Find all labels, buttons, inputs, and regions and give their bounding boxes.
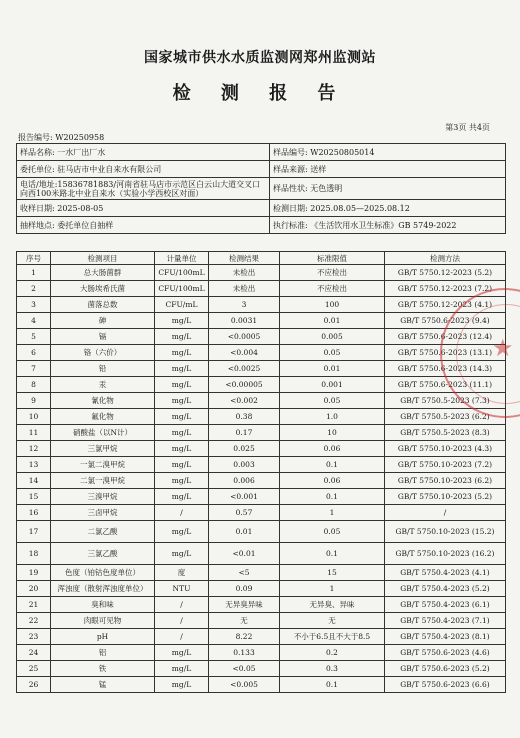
cell-item: 三溴甲烷 [51,489,155,505]
cell-limit: 0.2 [280,645,385,661]
cell-result: <0.002 [209,393,280,409]
header-cell: 标准限值 [280,252,385,265]
cell-no: 25 [17,661,51,677]
cell-unit: / [155,613,209,629]
cell-method: GB/T 5750.4-2023 (5.2) [385,581,506,597]
cell-result: <5 [209,565,280,581]
cell-no: 16 [17,505,51,521]
cell-unit: mg/L [155,313,209,329]
cell-result: <0.01 [209,543,280,565]
cell-unit: mg/L [155,677,209,693]
sample-name: 样品名称: 一水厂出厂水 [17,144,270,161]
cell-item: 肉眼可见物 [51,613,155,629]
cell-unit: mg/L [155,345,209,361]
cell-limit: 0.1 [280,489,385,505]
cell-method: GB/T 5750.4-2023 (4.1) [385,565,506,581]
cell-unit: mg/L [155,661,209,677]
cell-item: 镉 [51,329,155,345]
cell-no: 23 [17,629,51,645]
org-title: 国家城市供水水质监测网郑州监测站 [144,50,376,66]
cell-no: 24 [17,645,51,661]
cell-limit: 1 [280,581,385,597]
cell-no: 21 [17,597,51,613]
report-number: 报告编号: W20250958 [18,133,105,142]
table-row [17,521,506,543]
cell-method: GB/T 5750.6-2023 (12.4) [385,329,506,345]
table-row [17,629,506,645]
cell-result: <0.05 [209,661,280,677]
cell-unit: mg/L [155,457,209,473]
sample-number: 样品编号: W20250805014 [270,144,506,161]
contact-address: 电话/地址:15836781883/河南省驻马店市示范区白云山大道交叉口向西100米路北中业自来水（实验小学西校区对面） [17,178,270,200]
cell-item: 锰 [51,677,155,693]
cell-no: 7 [17,361,51,377]
table-row [17,505,506,521]
cell-no: 4 [17,313,51,329]
cell-no: 12 [17,441,51,457]
cell-item: 汞 [51,377,155,393]
cell-no: 15 [17,489,51,505]
cell-unit: mg/L [155,521,209,543]
sample-source: 样品来源: 送样 [270,161,506,178]
cell-no: 9 [17,393,51,409]
cell-unit: 度 [155,565,209,581]
cell-no: 17 [17,521,51,543]
cell-no: 19 [17,565,51,581]
table-row [17,661,506,677]
cell-unit: mg/L [155,473,209,489]
table-row [17,297,506,313]
cell-result: 0.133 [209,645,280,661]
cell-item: 总大肠菌群 [51,265,155,281]
cell-method: GB/T 5750.10-2023 (15.2) [385,521,506,543]
cell-result: 0.003 [209,457,280,473]
cell-method: GB/T 5750.12-2023 (5.2) [385,265,506,281]
client: 委托单位: 驻马店市中业自来水有限公司 [17,161,270,178]
cell-method: GB/T 5750.10-2023 (4.3) [385,441,506,457]
cell-method: GB/T 5750.10-2023 (7.2) [385,457,506,473]
sample-info-table [16,143,506,234]
cell-result: 3 [209,297,280,313]
table-row [17,393,506,409]
cell-method: GB/T 5750.6-2023 (11.1) [385,377,506,393]
cell-unit: NTU [155,581,209,597]
cell-no: 22 [17,613,51,629]
cell-method: GB/T 5750.12-2023 (4.1) [385,297,506,313]
cell-no: 10 [17,409,51,425]
cell-result: 未检出 [209,265,280,281]
table-row [17,677,506,693]
cell-no: 26 [17,677,51,693]
table-row [17,489,506,505]
table-row [17,645,506,661]
cell-unit: / [155,505,209,521]
cell-unit: CFU/100mL [155,265,209,281]
cell-result: <0.001 [209,489,280,505]
cell-method: GB/T 5750.4-2023 (7.1) [385,613,506,629]
cell-no: 8 [17,377,51,393]
cell-method: GB/T 5750.4-2023 (8.1) [385,629,506,645]
cell-result: 0.0031 [209,313,280,329]
table-row [17,281,506,297]
table-row [17,597,506,613]
cell-method: / [385,505,506,521]
header-cell: 检测项目 [51,252,155,265]
cell-result: 无 [209,613,280,629]
cell-unit: mg/L [155,489,209,505]
cell-item: 二氯一溴甲烷 [51,473,155,489]
page-number: 第3页 共4页 [445,123,490,132]
cell-item: 二氯乙酸 [51,521,155,543]
cell-unit: mg/L [155,329,209,345]
cell-limit: 1 [280,505,385,521]
cell-result: <0.004 [209,345,280,361]
cell-result: 8.22 [209,629,280,645]
cell-no: 3 [17,297,51,313]
doc-title: 检 测 报 告 [172,83,348,104]
cell-limit: 15 [280,565,385,581]
cell-item: 三氯甲烷 [51,441,155,457]
cell-limit: 0.05 [280,521,385,543]
cell-limit: 不应检出 [280,281,385,297]
cell-method: GB/T 5750.6-2023 (14.3) [385,361,506,377]
table-row [17,473,506,489]
star-icon: ★ [492,334,514,362]
cell-no: 5 [17,329,51,345]
cell-limit: 0.005 [280,329,385,345]
cell-unit: / [155,629,209,645]
sample-property: 样品性状: 无色透明 [270,178,506,200]
cell-limit: 10 [280,425,385,441]
cell-limit: 0.01 [280,313,385,329]
cell-method: GB/T 5750.5-2023 (7.3) [385,393,506,409]
table-row [17,313,506,329]
cell-item: 大肠埃希氏菌 [51,281,155,297]
cell-limit: 0.3 [280,661,385,677]
cell-method: GB/T 5750.10-2023 (16.2) [385,543,506,565]
cell-method: GB/T 5750.6-2023 (4.6) [385,645,506,661]
cell-item: 菌落总数 [51,297,155,313]
cell-limit: 不小于6.5且不大于8.5 [280,629,385,645]
cell-item: 三卤甲烷 [51,505,155,521]
cell-result: <0.0005 [209,329,280,345]
table-row [17,329,506,345]
results-table [16,251,506,693]
cell-limit: 0.06 [280,473,385,489]
cell-item: 氟化物 [51,409,155,425]
table-row [17,581,506,597]
cell-item: 氰化物 [51,393,155,409]
cell-result: 无异臭异味 [209,597,280,613]
cell-unit: mg/L [155,393,209,409]
cell-item: 铬（六价） [51,345,155,361]
cell-limit: 无 [280,613,385,629]
cell-result: 0.09 [209,581,280,597]
cell-limit: 0.1 [280,543,385,565]
cell-method: GB/T 5750.6-2023 (6.6) [385,677,506,693]
cell-method: GB/T 5750.6-2023 (9.4) [385,313,506,329]
cell-no: 14 [17,473,51,489]
cell-result: 0.17 [209,425,280,441]
header-cell: 检测方法 [385,252,506,265]
table-row [17,361,506,377]
table-row [17,543,506,565]
cell-unit: mg/L [155,377,209,393]
cell-result: 0.38 [209,409,280,425]
table-header [17,252,506,265]
sampling-place: 抽样地点: 委托单位自抽样 [17,217,270,234]
header-cell: 计量单位 [155,252,209,265]
cell-item: 硝酸盐（以N计） [51,425,155,441]
cell-unit: CFU/100mL [155,281,209,297]
cell-limit: 0.001 [280,377,385,393]
cell-method: GB/T 5750.6-2023 (5.2) [385,661,506,677]
cell-no: 13 [17,457,51,473]
cell-unit: CFU/mL [155,297,209,313]
table-row [17,409,506,425]
cell-no: 6 [17,345,51,361]
cell-no: 20 [17,581,51,597]
cell-result: 未检出 [209,281,280,297]
cell-limit: 0.01 [280,361,385,377]
standard: 执行标准: 《生活饮用水卫生标准》GB 5749-2022 [270,217,506,234]
cell-limit: 100 [280,297,385,313]
table-row [17,565,506,581]
cell-result: 0.57 [209,505,280,521]
cell-unit: mg/L [155,645,209,661]
cell-limit: 不应检出 [280,265,385,281]
cell-result: 0.01 [209,521,280,543]
table-row [17,345,506,361]
cell-result: <0.00005 [209,377,280,393]
cell-limit: 0.05 [280,345,385,361]
cell-no: 1 [17,265,51,281]
cell-method: GB/T 5750.12-2023 (7.2) [385,281,506,297]
cell-item: 铁 [51,661,155,677]
cell-unit: mg/L [155,441,209,457]
table-row [17,613,506,629]
cell-result: 0.025 [209,441,280,457]
header-cell: 检测结果 [209,252,280,265]
cell-no: 11 [17,425,51,441]
cell-item: 臭和味 [51,597,155,613]
cell-item: 浑浊度（散射浑浊度单位） [51,581,155,597]
cell-method: GB/T 5750.10-2023 (5.2) [385,489,506,505]
cell-limit: 无异臭、异味 [280,597,385,613]
cell-method: GB/T 5750.5-2023 (6.2) [385,409,506,425]
cell-limit: 0.05 [280,393,385,409]
table-row [17,377,506,393]
cell-method: GB/T 5750.4-2023 (6.1) [385,597,506,613]
cell-no: 18 [17,543,51,565]
cell-item: 铝 [51,645,155,661]
cell-item: 砷 [51,313,155,329]
cell-unit: mg/L [155,425,209,441]
cell-result: <0.005 [209,677,280,693]
cell-item: 三氯乙酸 [51,543,155,565]
cell-unit: / [155,597,209,613]
cell-unit: mg/L [155,361,209,377]
cell-method: GB/T 5750.5-2023 (8.3) [385,425,506,441]
cell-result: 0.006 [209,473,280,489]
table-row [17,441,506,457]
header-cell: 序号 [17,252,51,265]
cell-limit: 0.06 [280,441,385,457]
table-row [17,457,506,473]
cell-limit: 1.0 [280,409,385,425]
cell-limit: 0.1 [280,677,385,693]
table-row [17,425,506,441]
cell-method: GB/T 5750.6-2023 (13.1) [385,345,506,361]
cell-unit: mg/L [155,543,209,565]
cell-result: <0.0025 [209,361,280,377]
test-date: 检测日期: 2025.08.05—2025.08.12 [270,200,506,217]
cell-no: 2 [17,281,51,297]
cell-unit: mg/L [155,409,209,425]
cell-item: 一氯二溴甲烷 [51,457,155,473]
received-date: 收样日期: 2025-08-05 [17,200,270,217]
cell-method: GB/T 5750.10-2023 (6.2) [385,473,506,489]
cell-item: 色度（铂钴色度单位） [51,565,155,581]
cell-limit: 0.1 [280,457,385,473]
cell-item: pH [51,629,155,645]
table-row [17,265,506,281]
cell-item: 铅 [51,361,155,377]
